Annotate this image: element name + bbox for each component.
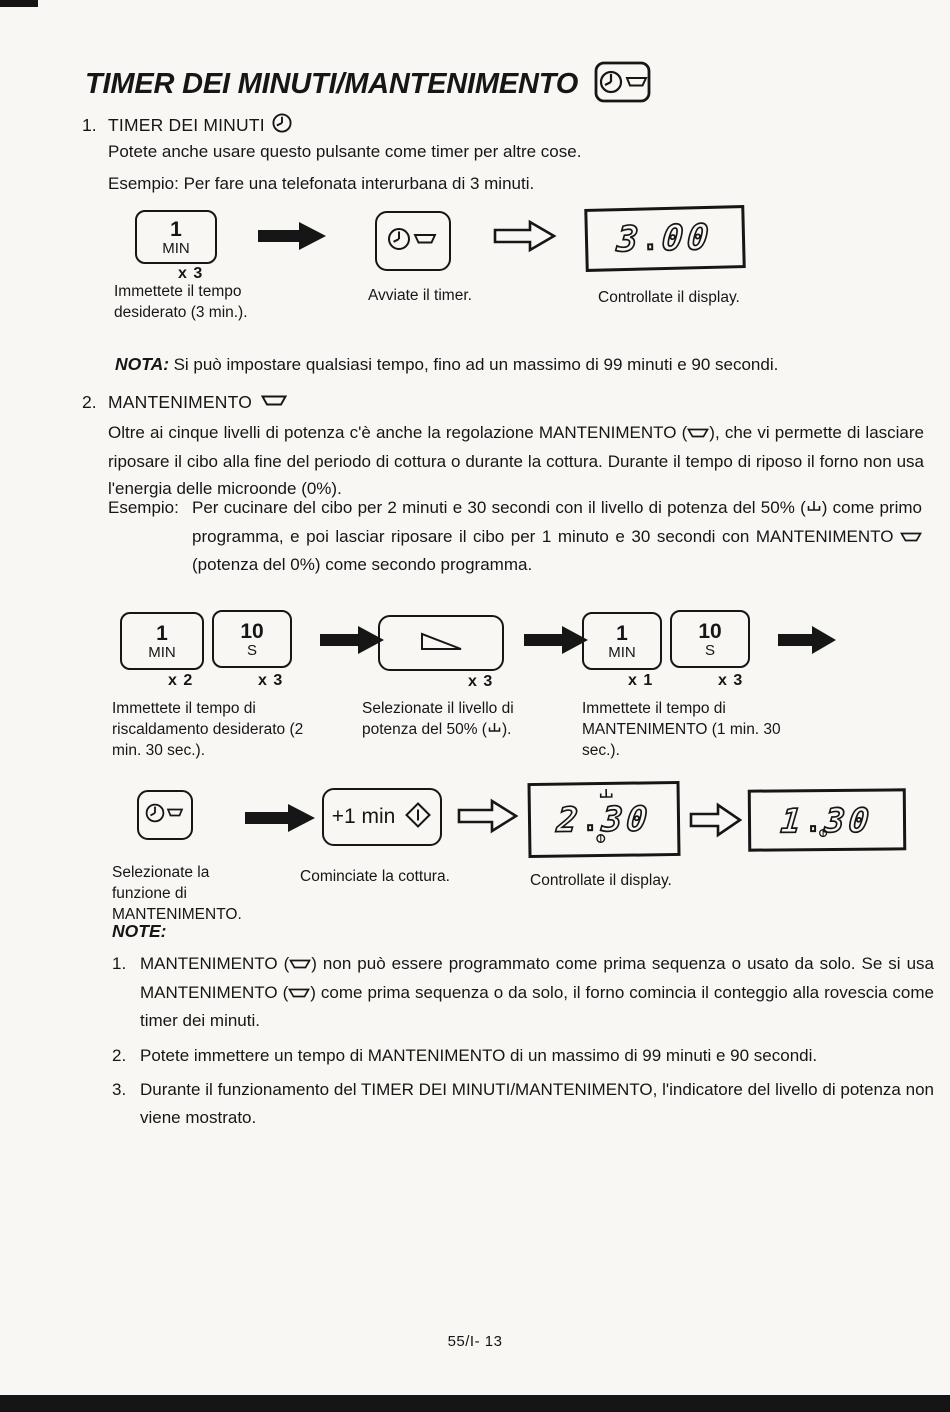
press-count: x 1 [628, 672, 654, 689]
start-diamond-icon [404, 801, 432, 834]
min-button-digit: 1 [156, 621, 168, 645]
note-item [112, 1042, 934, 1070]
sec-button [212, 610, 292, 668]
diagram-row-1 [0, 205, 950, 335]
display-seconds: 00 [660, 217, 715, 259]
timer-function-button [137, 790, 193, 840]
outline-arrow-icon [456, 796, 520, 841]
dish-steam-icon [487, 720, 502, 741]
dish-icon [261, 394, 287, 412]
press-count: x 3 [178, 265, 204, 282]
paragraph-text: ), che vi permette di lasciare riposare il cibo alla fine del periodo di cottura o durante la cottura. Durante il tempo di riposo il forno non usa l'energia delle microonde (0%). [108, 423, 924, 498]
example-label: Esempio: [108, 498, 179, 517]
timer-start-button [375, 211, 451, 271]
press-count: x 3 [258, 672, 284, 689]
sec-button-unit: S [704, 641, 715, 659]
display-dot [648, 243, 654, 250]
step-caption: Immettete il tempo di riscaldamento desiderato (2 min. 30 sec.). [112, 700, 304, 759]
note-part: ) non può essere programmato come prima sequenza o usato da solo. Se si usa MANTENIMENTO ( [140, 954, 934, 1002]
min-button-digit: 1 [616, 621, 628, 645]
solid-arrow-icon [524, 624, 590, 661]
power-level-triangle-icon [413, 628, 469, 659]
plus-one-min-start-button [322, 788, 442, 846]
display-seconds: 30 [599, 798, 653, 840]
dish-steam-icon [806, 495, 822, 523]
sec-button-unit: S [246, 641, 257, 659]
timer-dish-icon [387, 225, 439, 258]
step-caption: Immettete il tempo di MANTENIMENTO (1 min. 30 sec.). [582, 700, 781, 759]
solid-arrow-icon [778, 624, 838, 661]
timer-dish-icon [145, 801, 185, 830]
outline-arrow-icon [688, 800, 744, 845]
sec-button-digit: 10 [240, 619, 264, 643]
sec-button [670, 610, 750, 668]
sec-button-digit: 10 [698, 619, 722, 643]
note-text [140, 950, 934, 1035]
display-dot [810, 825, 816, 832]
display-minutes: 2 [555, 799, 584, 841]
diagram-row-2 [0, 605, 950, 775]
section1-example: Esempio: Per fare una telefonata interurbana di 3 minuti. [108, 174, 535, 193]
min-button [135, 210, 217, 264]
note-number: 3. [112, 1080, 127, 1099]
indicator-icon [818, 825, 828, 843]
min-button-unit: MIN [608, 643, 636, 661]
dish-icon [900, 524, 922, 552]
example-part: Per cucinare del cibo per 2 minuti e 30 secondi con il livello di potenza del 50% ( [192, 498, 806, 517]
nota-label: NOTA: [115, 354, 170, 374]
step-caption: Immettete il tempo desiderato (3 min.). [114, 283, 248, 321]
scan-artifact-top-left [0, 0, 38, 7]
note-item [112, 950, 934, 1035]
plus-one-min-label: +1 min [331, 805, 396, 828]
min-button [582, 612, 662, 670]
min-button [120, 612, 204, 670]
min-button-unit: MIN [162, 239, 190, 257]
page-number: 55/I- 13 [447, 1333, 503, 1350]
solid-arrow-icon [320, 624, 386, 661]
caption-part: ). [501, 721, 512, 738]
example-part: ) come primo programma, e poi lasciar riposare il cibo per 1 minuto e 30 secondi con MANTENIMENTO [192, 498, 922, 546]
dish-icon [289, 951, 311, 979]
press-count: x 3 [468, 673, 494, 690]
indicator-icon [595, 831, 606, 849]
section1-body: Potete anche usare questo pulsante come timer per altre cose. [108, 142, 582, 161]
section2-number: 2. [82, 392, 97, 412]
oven-display [748, 788, 907, 851]
min-button-digit: 1 [170, 217, 182, 241]
step-caption: Controllate il display. [598, 289, 740, 306]
step-caption: Controllate il display. [530, 872, 672, 889]
note-text: Durante il funzionamento del TIMER DEI MINUTI/MANTENIMENTO, l'indicatore del livello di potenza non viene mostrato. [140, 1080, 934, 1127]
example-part: (potenza del 0%) come secondo programma. [192, 555, 533, 574]
note-part: ) come prima sequenza o da solo, il forno comincia il conteggio alla rovescia come timer dei minuti. [140, 982, 934, 1030]
solid-arrow-icon [258, 220, 328, 257]
step-caption: Cominciate la cottura. [300, 868, 450, 885]
step-caption: Selezionate la funzione di MANTENIMENTO. [112, 864, 242, 923]
step-caption [362, 698, 540, 741]
power-level-button [378, 615, 504, 671]
scan-artifact-bottom-bar [0, 1395, 950, 1412]
note-part: MANTENIMENTO ( [140, 954, 290, 973]
outline-arrow-icon [492, 217, 558, 260]
solid-arrow-icon [245, 802, 317, 839]
nota-text: Si può impostare qualsiasi tempo, fino ad un massimo di 99 minuti e 90 secondi. [173, 355, 779, 374]
section2-paragraph [108, 419, 924, 503]
display-dot [587, 824, 593, 831]
dish-icon [687, 420, 709, 448]
display-seconds: 30 [823, 800, 875, 840]
display-minutes: 3 [615, 219, 645, 260]
note-item [112, 1076, 934, 1131]
note-number: 2. [112, 1045, 127, 1065]
timer-dish-icon [594, 60, 652, 109]
paragraph-text: Oltre ai cinque livelli di potenza c'è anche la regolazione MANTENIMENTO ( [108, 423, 688, 442]
section1-number: 1. [82, 115, 97, 135]
oven-display [527, 781, 680, 858]
example-text [192, 494, 922, 579]
page-title: TIMER DEI MINUTI/MANTENIMENTO [85, 68, 579, 100]
note-number: 1. [112, 954, 127, 973]
clock-icon [271, 112, 293, 139]
caption-part: Selezionate il livello di potenza del 50% ( [362, 700, 514, 738]
press-count: x 3 [718, 672, 744, 689]
notes-label: NOTE: [112, 921, 167, 941]
section1-heading: TIMER DEI MINUTI [108, 115, 265, 135]
dish-icon [288, 980, 310, 1008]
step-caption: Avviate il timer. [368, 287, 472, 304]
note-text: Potete immettere un tempo di MANTENIMENTO di un massimo di 99 minuti e 90 secondi. [140, 1045, 818, 1065]
press-count: x 2 [168, 672, 194, 689]
section2-heading: MANTENIMENTO [108, 392, 253, 412]
min-button-unit: MIN [148, 643, 176, 661]
oven-display [584, 205, 745, 272]
display-minutes: 1 [779, 800, 807, 840]
